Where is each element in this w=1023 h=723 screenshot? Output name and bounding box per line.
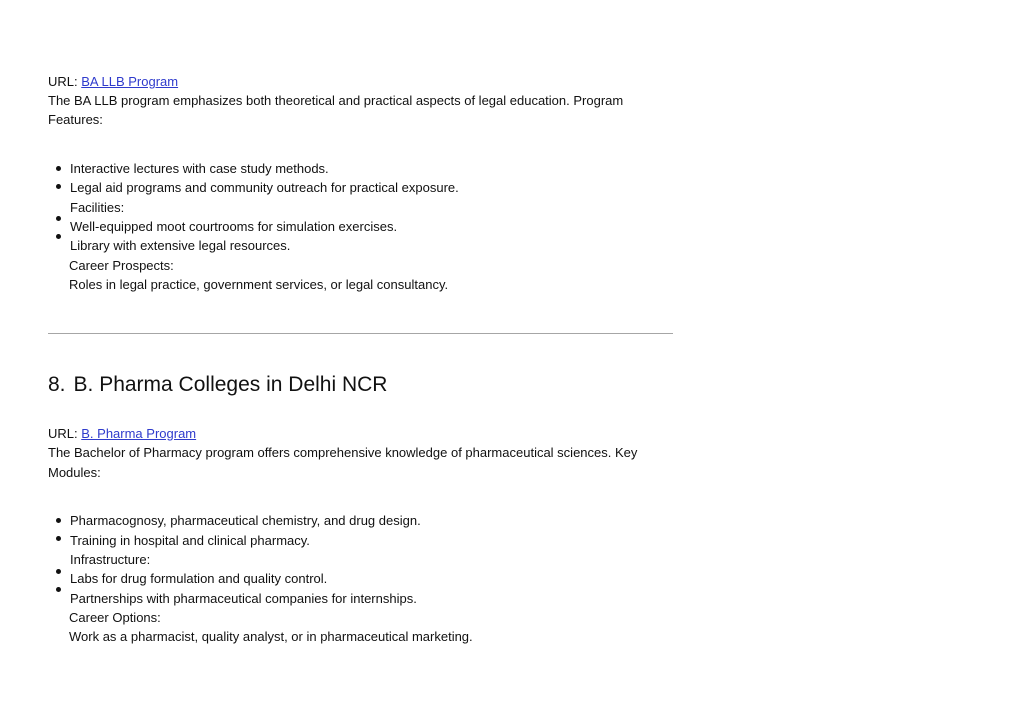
subheading: Career Options: (69, 610, 161, 625)
list-item: Work as a pharmacist, quality analyst, or in pharmaceutical marketing. (69, 629, 473, 644)
intro-text: The Bachelor of Pharmacy program offers comprehensive knowledge of pharmaceutical sciences. Key (48, 445, 638, 460)
subheading: Infrastructure: (70, 552, 151, 567)
bullet-icon (56, 184, 61, 189)
bullet-icon (56, 518, 61, 523)
intro-text: Modules: (48, 465, 101, 480)
subheading: Facilities: (70, 200, 125, 215)
list-item: Roles in legal practice, government services, or legal consultancy. (69, 277, 449, 292)
ba-llb-program-link[interactable]: BA LLB Program (81, 74, 179, 89)
section-number: 8. (48, 373, 66, 396)
url-label: URL: (48, 426, 78, 441)
bullet-icon (56, 587, 61, 592)
subheading: Career Prospects: (69, 258, 174, 273)
list-item: Labs for drug formulation and quality control. (70, 571, 328, 586)
bullet-icon (56, 166, 61, 171)
bullet-icon (56, 536, 61, 541)
list-item: Training in hospital and clinical pharmacy. (70, 533, 310, 548)
url-line (48, 74, 178, 90)
section-divider (48, 333, 673, 334)
bullet-icon (56, 216, 61, 221)
url-line (48, 426, 196, 442)
list-item: Interactive lectures with case study methods. (70, 161, 329, 176)
intro-text: Features: (48, 112, 103, 127)
bullet-icon (56, 569, 61, 574)
list-item: Legal aid programs and community outreach for practical exposure. (70, 180, 459, 195)
list-item: Partnerships with pharmaceutical companies for internships. (70, 591, 417, 606)
intro-text: The BA LLB program emphasizes both theoretical and practical aspects of legal education. Program (48, 93, 624, 108)
list-item: Pharmacognosy, pharmaceutical chemistry, and drug design. (70, 513, 421, 528)
url-label: URL: (48, 74, 78, 89)
list-item: Well-equipped moot courtrooms for simulation exercises. (70, 219, 398, 234)
b-pharma-program-link[interactable]: B. Pharma Program (81, 426, 197, 441)
list-item: Library with extensive legal resources. (70, 238, 291, 253)
bullet-icon (56, 234, 61, 239)
section-title: B. Pharma Colleges in Delhi NCR (73, 373, 388, 396)
section-heading (48, 372, 387, 398)
